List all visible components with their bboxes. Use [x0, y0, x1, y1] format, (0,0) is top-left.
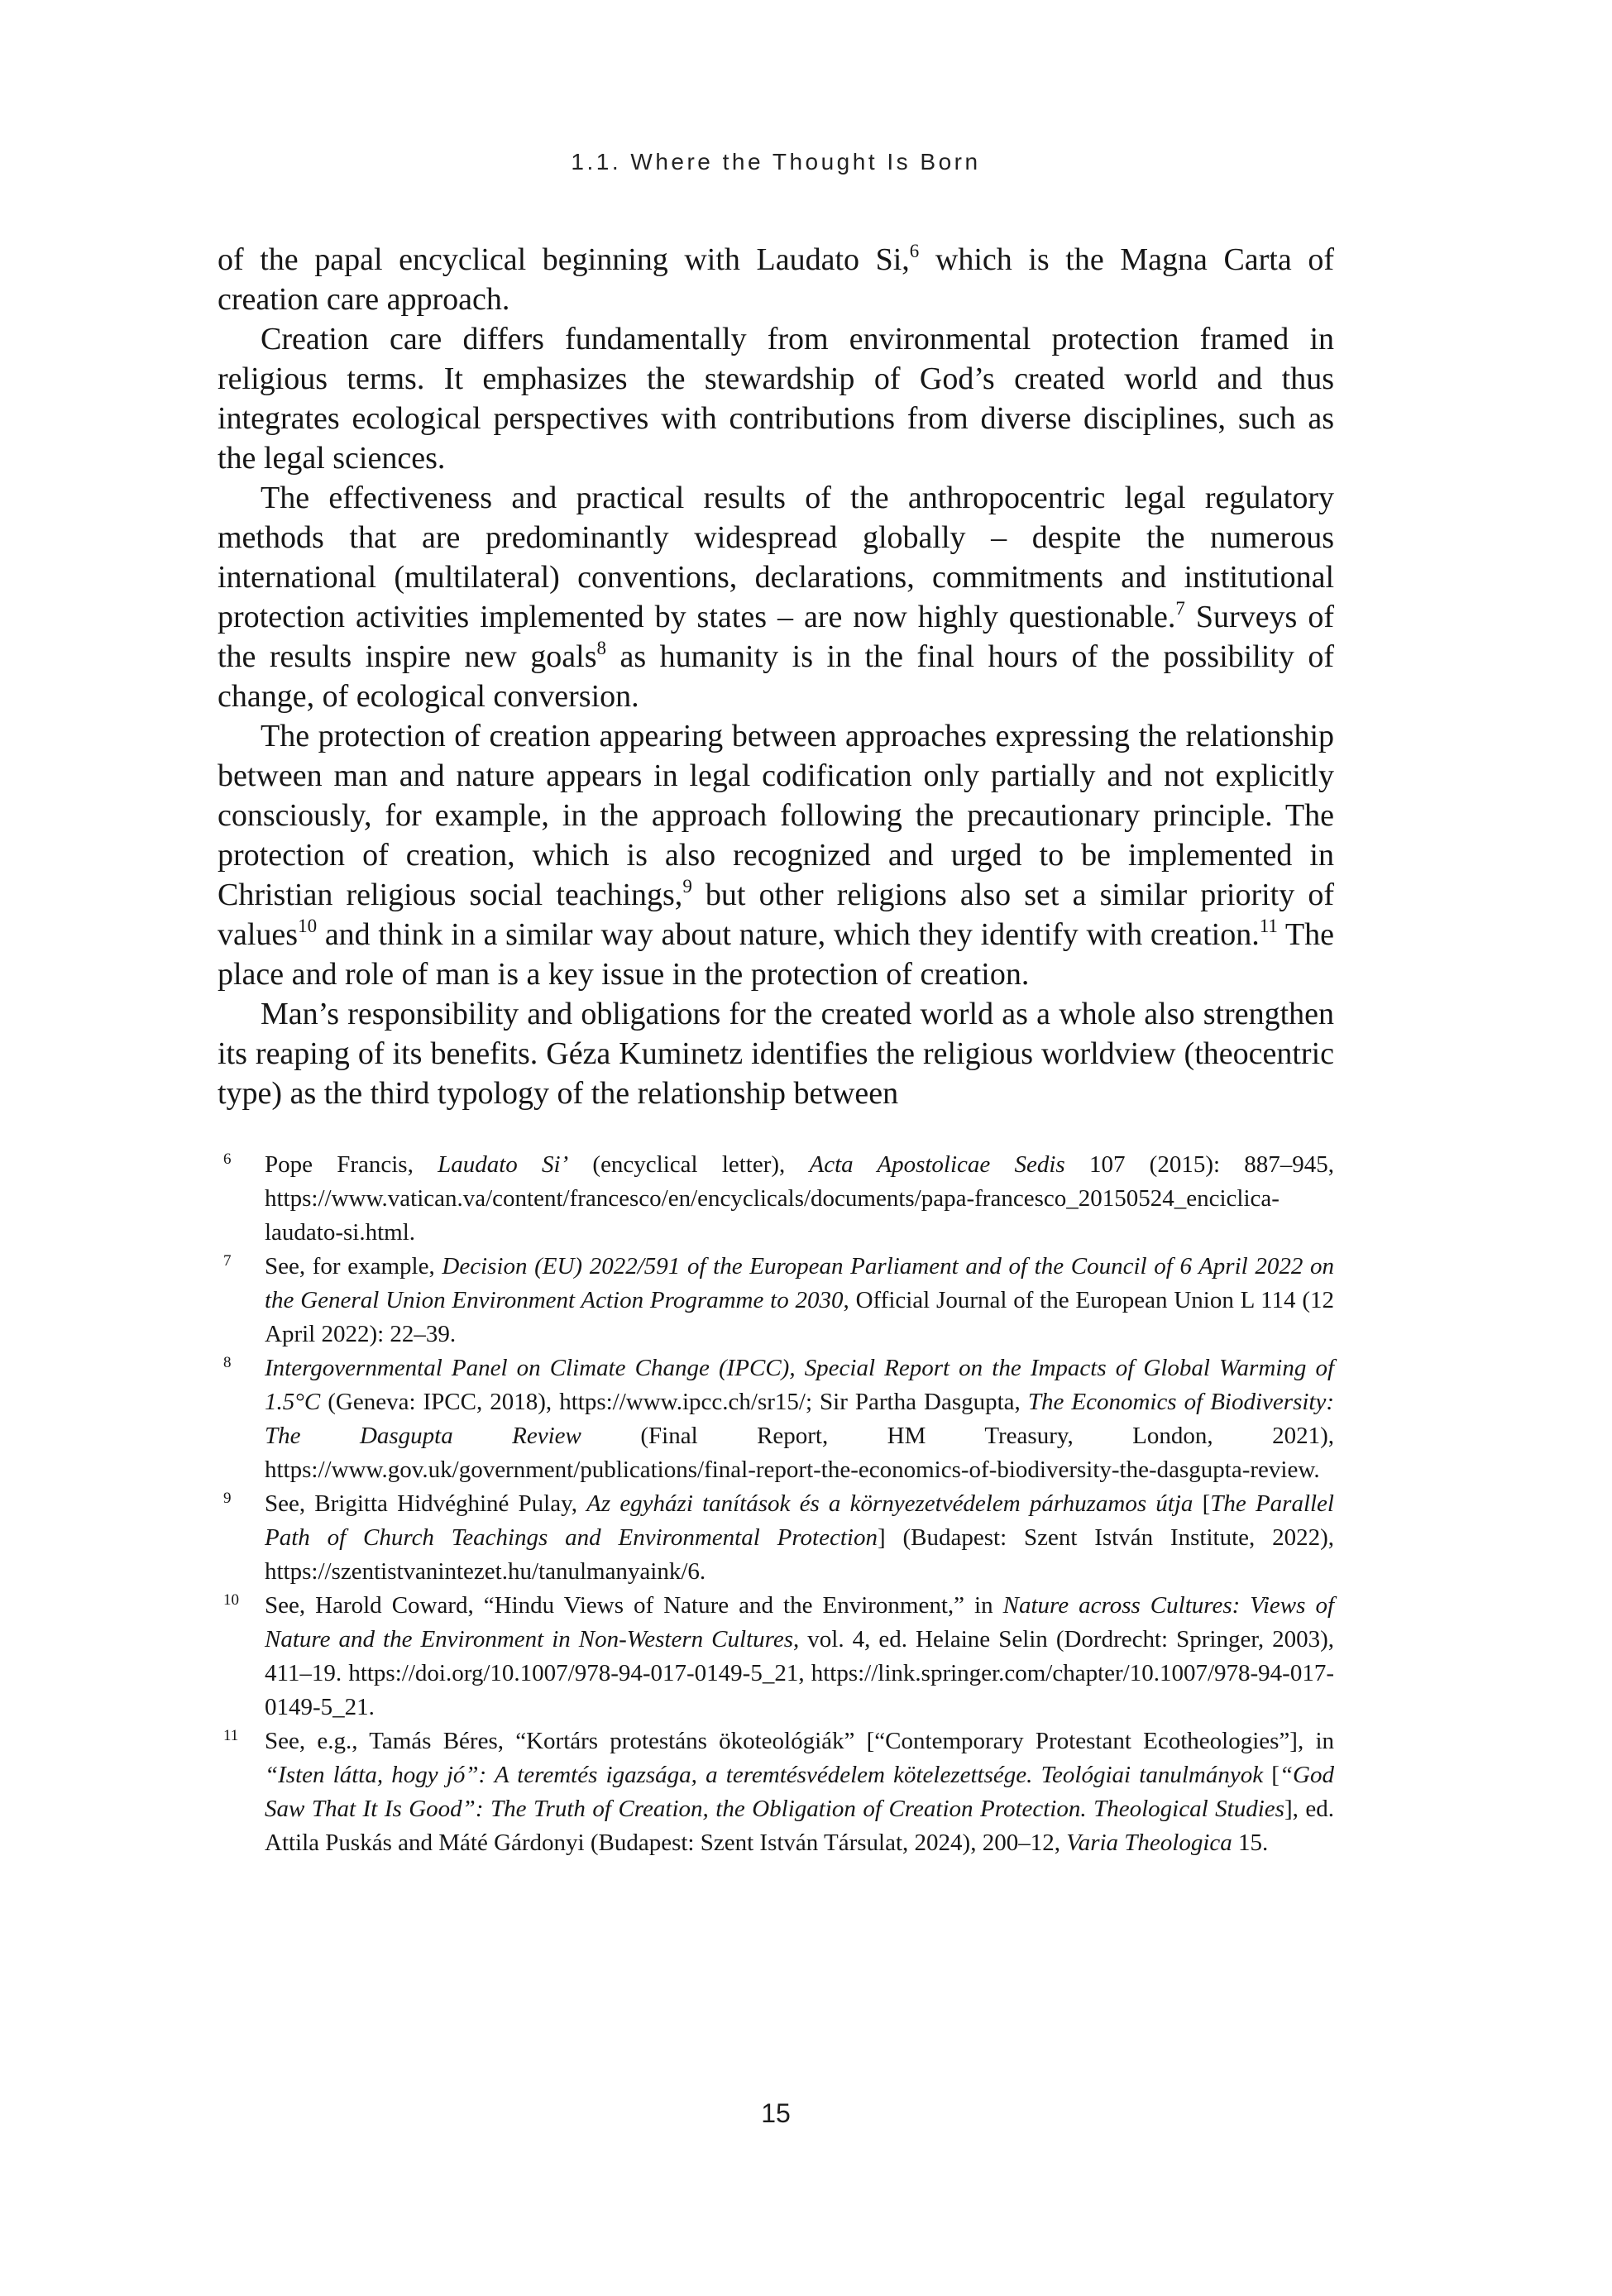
text-run: 107 (2015): 887–945, https://www.vatican.va/content/francesco/en/encyclicals/documents/papa-francesco_20150524_enciclica-laudato-si.html. — [265, 1151, 1335, 1246]
text-run: See, Harold Coward, “Hindu Views of Nature and the Environment,” in — [265, 1592, 1003, 1619]
text-run: ] (Budapest: Szent István Institute, 2022), https://szentistvanintezet.hu/tanulmanyaink/6. — [265, 1524, 1334, 1585]
footnote — [218, 1250, 1334, 1351]
footnotes — [218, 1148, 1334, 1860]
footnote-number: 10 — [223, 1591, 239, 1609]
text-run: Varia Theologica — [1066, 1830, 1232, 1856]
text-run: See, Brigitta Hidvéghiné Pulay, — [265, 1490, 587, 1517]
footnote — [218, 1487, 1334, 1589]
text-run: (encyclical letter), — [568, 1151, 810, 1178]
text-column — [218, 240, 1334, 1860]
page-number: 15 — [761, 2098, 791, 2128]
running-head: 1.1. Where the Thought Is Born — [571, 149, 981, 175]
text-run: The Economics of Biodiversity: The Dasgupta Review — [265, 1389, 1334, 1449]
text-run: [ — [1193, 1490, 1211, 1517]
text-run: See, for example, — [265, 1253, 442, 1280]
footnote-number: 7 — [223, 1252, 232, 1270]
footnote-ref: 7 — [1175, 598, 1185, 619]
text-run: , vol. 4, ed. Helaine Selin (Dordrecht: Springer, 2003), 411–19. https://doi.org/10.1007/978-94-017-0149-5_21, https://link.springer.com/chapter/10.1007/978-94-017-0149-5_21. — [265, 1626, 1334, 1720]
text-run: which is the Magna Carta of creation care approach. — [218, 242, 1334, 317]
paragraph — [218, 716, 1334, 994]
footnote-number: 9 — [223, 1490, 232, 1507]
text-run: Intergovernmental Panel on Climate Change (IPCC), Special Report on the Impacts of Global Warming of 1.5°C — [265, 1355, 1334, 1415]
paragraph — [218, 994, 1334, 1113]
text-run: See, e.g., Tamás Béres, “Kortárs protestáns ökoteológiák” [“Contemporary Protestant Ecotheologies”], in — [265, 1728, 1334, 1754]
footnote-ref: 9 — [682, 876, 692, 897]
text-run: of the papal encyclical beginning with Laudato Si, — [218, 242, 910, 277]
footnote-number: 6 — [223, 1150, 232, 1168]
text-run: “Isten látta, hogy jó”: A teremtés igazsága, a teremtésvédelem kötelezettsége. Teológiai tanulmányok — [265, 1762, 1264, 1788]
text-run: Man’s responsibility and obligations for the created world as a whole also strengthen its reaping of its benefits. Géza Kuminetz identifies the religious worldview (theocentric type) as the third typology of the relationship between — [218, 997, 1334, 1111]
text-run: Decision (EU) 2022/591 of the European Parliament and of the Council of 6 April 2022 on the General Union Environment Action Programme to 2030 — [265, 1253, 1334, 1313]
paragraph — [218, 319, 1334, 478]
text-run: Laudato Si’ — [438, 1151, 569, 1178]
paragraph — [218, 240, 1334, 319]
text-run: The protection of creation appearing between approaches expressing the relationship between man and nature appears in legal codification only partially and not explicitly consciously, for example, in the approach following the precautionary principle. The protection of creation, which is also recognized and urged to be implemented in Christian religious social teachings, — [218, 719, 1334, 912]
footnote-ref: 10 — [298, 916, 318, 936]
text-run: as humanity is in the final hours of the possibility of change, of ecological conversion. — [218, 639, 1334, 714]
text-run: The effectiveness and practical results of the anthropocentric legal regulatory methods that are predominantly widespread globally – despite the numerous international (multilateral) conventions, declarations, commitments and institutional protection activities implemented by states – are now highly questionable. — [218, 481, 1334, 634]
text-run: Acta Apostolicae Sedis — [809, 1151, 1065, 1178]
text-run: 15. — [1232, 1830, 1269, 1856]
footnote-number: 8 — [223, 1354, 232, 1371]
footnote-number: 11 — [223, 1727, 239, 1744]
text-run: Creation care differs fundamentally from environmental protection framed in religious terms. It emphasizes the stewardship of God’s created world and thus integrates ecological perspectives with contributions from diverse disciplines, such as the legal sciences. — [218, 322, 1334, 476]
text-run: , Official Journal of the European Union L 114 (12 April 2022): 22–39. — [265, 1287, 1334, 1347]
text-run: “God Saw That It Is Good”: The Truth of Creation, the Obligation of Creation Protection. Theological Studies — [265, 1762, 1334, 1822]
text-run: The place and role of man is a key issue in the protection of creation. — [218, 917, 1334, 992]
footnote-ref: 8 — [596, 638, 607, 658]
footnote — [218, 1148, 1334, 1250]
text-run: The Parallel Path of Church Teachings and Environmental Protection — [265, 1490, 1334, 1551]
text-run: Az egyházi tanítások és a környezetvédelem párhuzamos útja — [586, 1490, 1193, 1517]
footnote — [218, 1724, 1334, 1860]
body-text — [218, 240, 1334, 1113]
paragraph — [218, 478, 1334, 716]
text-run: (Final Report, HM Treasury, London, 2021), https://www.gov.uk/government/publications/final-report-the-economics-of-biodiversity-the-dasgupta-review. — [265, 1423, 1334, 1483]
text-run: (Geneva: IPCC, 2018), https://www.ipcc.ch/sr15/; Sir Partha Dasgupta, — [320, 1389, 1028, 1415]
text-run: Surveys of the results inspire new goals — [218, 600, 1334, 674]
footnote — [218, 1351, 1334, 1487]
text-run: ], ed. Attila Puskás and Máté Gárdonyi (Budapest: Szent István Társulat, 2024), 200–12, — [265, 1796, 1334, 1856]
footnote-ref: 6 — [909, 241, 920, 261]
text-run: [ — [1263, 1762, 1280, 1788]
text-run: but other religions also set a similar priority of values — [218, 878, 1334, 952]
text-run: and think in a similar way about nature, which they identify with creation. — [317, 917, 1260, 952]
footnote — [218, 1589, 1334, 1724]
text-run: Nature across Cultures: Views of Nature and the Environment in Non-Western Cultures — [265, 1592, 1335, 1653]
footnote-ref: 11 — [1259, 916, 1278, 936]
text-run: Pope Francis, — [265, 1151, 438, 1178]
